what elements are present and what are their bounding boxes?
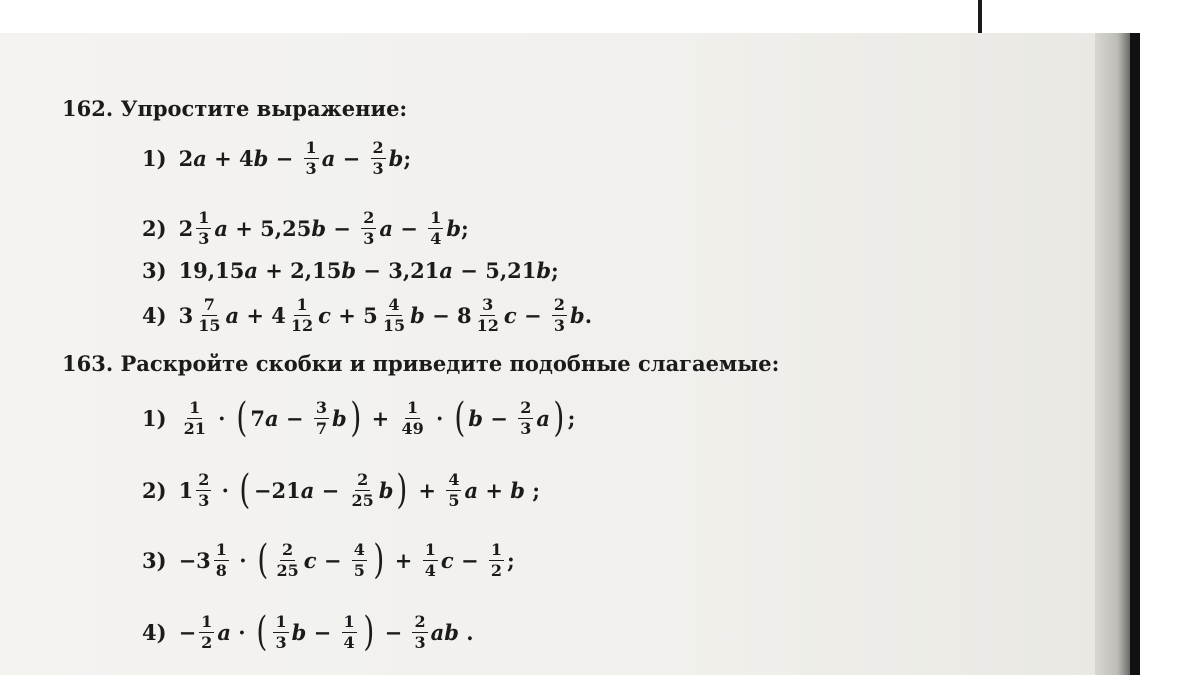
page-edge-line: [978, 0, 982, 33]
fraction: $\frac{1}{3}$: [305, 138, 317, 178]
item-label: 4): [142, 303, 167, 328]
fraction: $\frac{1}{8}$: [215, 539, 227, 580]
fraction: $\frac{1}{49}$: [401, 397, 424, 438]
problem-162-item-4: [142, 297, 592, 334]
fraction: $\frac{2}{3}$: [363, 208, 375, 248]
fraction: $\frac{3}{7}$: [315, 397, 327, 438]
item-label: 2): [142, 477, 167, 503]
fraction: $\frac{7}{15}$: [198, 295, 221, 335]
scan-right-border: [1130, 33, 1140, 675]
fraction: $\frac{1}{2}$: [490, 539, 503, 580]
fraction: $\frac{4}{5}$: [353, 539, 365, 580]
fraction: $\frac{2}{3}$: [520, 397, 532, 438]
fraction: $\frac{2}{3}$: [414, 611, 426, 652]
item-label: 2): [142, 216, 167, 241]
fraction: $\frac{1}{4}$: [430, 208, 442, 248]
expression: $\frac{1}{21}$ · ( 7 a − $\frac{3}{7}$ b ) + $\frac{1}{49}$ · ( b − $\frac{2}{3}$ a ) ;: [183, 395, 576, 441]
problem-163-item-1: [142, 395, 576, 441]
fraction: $\frac{1}{4}$: [424, 539, 436, 580]
expression: 2 $\frac{1}{3}$ a + 5,25 b − $\frac{2}{3}$ a − $\frac{1}{4}$ b ;: [178, 208, 469, 248]
problem-162-item-3: [142, 258, 559, 283]
fraction: $\frac{1}{3}$: [198, 208, 210, 248]
fraction: $\frac{2}{3}$: [553, 295, 566, 335]
problem-162-item-2: [142, 210, 469, 247]
fraction: $\frac{2}{3}$: [372, 138, 384, 178]
fraction: $\frac{1}{12}$: [290, 295, 314, 335]
item-label: 1): [142, 405, 167, 431]
fraction: $\frac{2}{3}$: [198, 469, 210, 510]
fraction: $\frac{3}{12}$: [476, 295, 499, 335]
fraction: $\frac{1}{21}$: [183, 397, 206, 438]
problem-163-item-4: [142, 609, 474, 655]
problem-163-item-2: [142, 467, 541, 513]
problem-163-heading: 163. Раскройте скобки и приведите подобные слагаемые:: [62, 351, 780, 376]
fraction: $\frac{2}{25}$: [351, 469, 374, 510]
previous-page-strip: [0, 0, 980, 35]
fraction: $\frac{1}{2}$: [201, 611, 213, 652]
expression: 2 a + 4 b − $\frac{1}{3}$ a − $\frac{2}{3}$ b ;: [178, 138, 412, 178]
item-label: 3): [142, 258, 167, 283]
expression: 1 $\frac{2}{3}$ · ( −21 a − $\frac{2}{25}$ b ) + $\frac{4}{5}$ a + b ;: [178, 467, 541, 513]
fraction: $\frac{4}{5}$: [448, 469, 460, 510]
expression: − $\frac{1}{2}$ a · ( $\frac{1}{3}$ b − $\frac{1}{4}$ ) − $\frac{2}{3}$ ab .: [178, 609, 474, 655]
problem-163-item-3: [142, 537, 515, 583]
fraction: $\frac{1}{4}$: [343, 611, 355, 652]
item-label: 3): [142, 547, 167, 573]
fraction: $\frac{2}{25}$: [276, 539, 299, 580]
expression: 3 $\frac{7}{15}$ a + 4 $\frac{1}{12}$ c + 5 $\frac{4}{15}$ b − 8 $\frac{3}{12}$ c − $\frac{2}{3}$ b .: [178, 295, 593, 335]
problem-162-heading: 162. Упростите выражение:: [62, 96, 408, 121]
item-label: 4): [142, 619, 167, 645]
fraction: $\frac{4}{15}$: [382, 295, 406, 335]
item-label: 1): [142, 146, 167, 171]
fraction: $\frac{1}{3}$: [275, 611, 287, 652]
problem-162-item-1: [142, 140, 411, 177]
expression: 19,15 a + 2,15 b − 3,21 a − 5,21 b ;: [178, 258, 559, 283]
expression: −3 $\frac{1}{8}$ · ( $\frac{2}{25}$ c − $\frac{4}{5}$ ) + $\frac{1}{4}$ c − $\frac{1}{2}$ ;: [178, 537, 515, 583]
